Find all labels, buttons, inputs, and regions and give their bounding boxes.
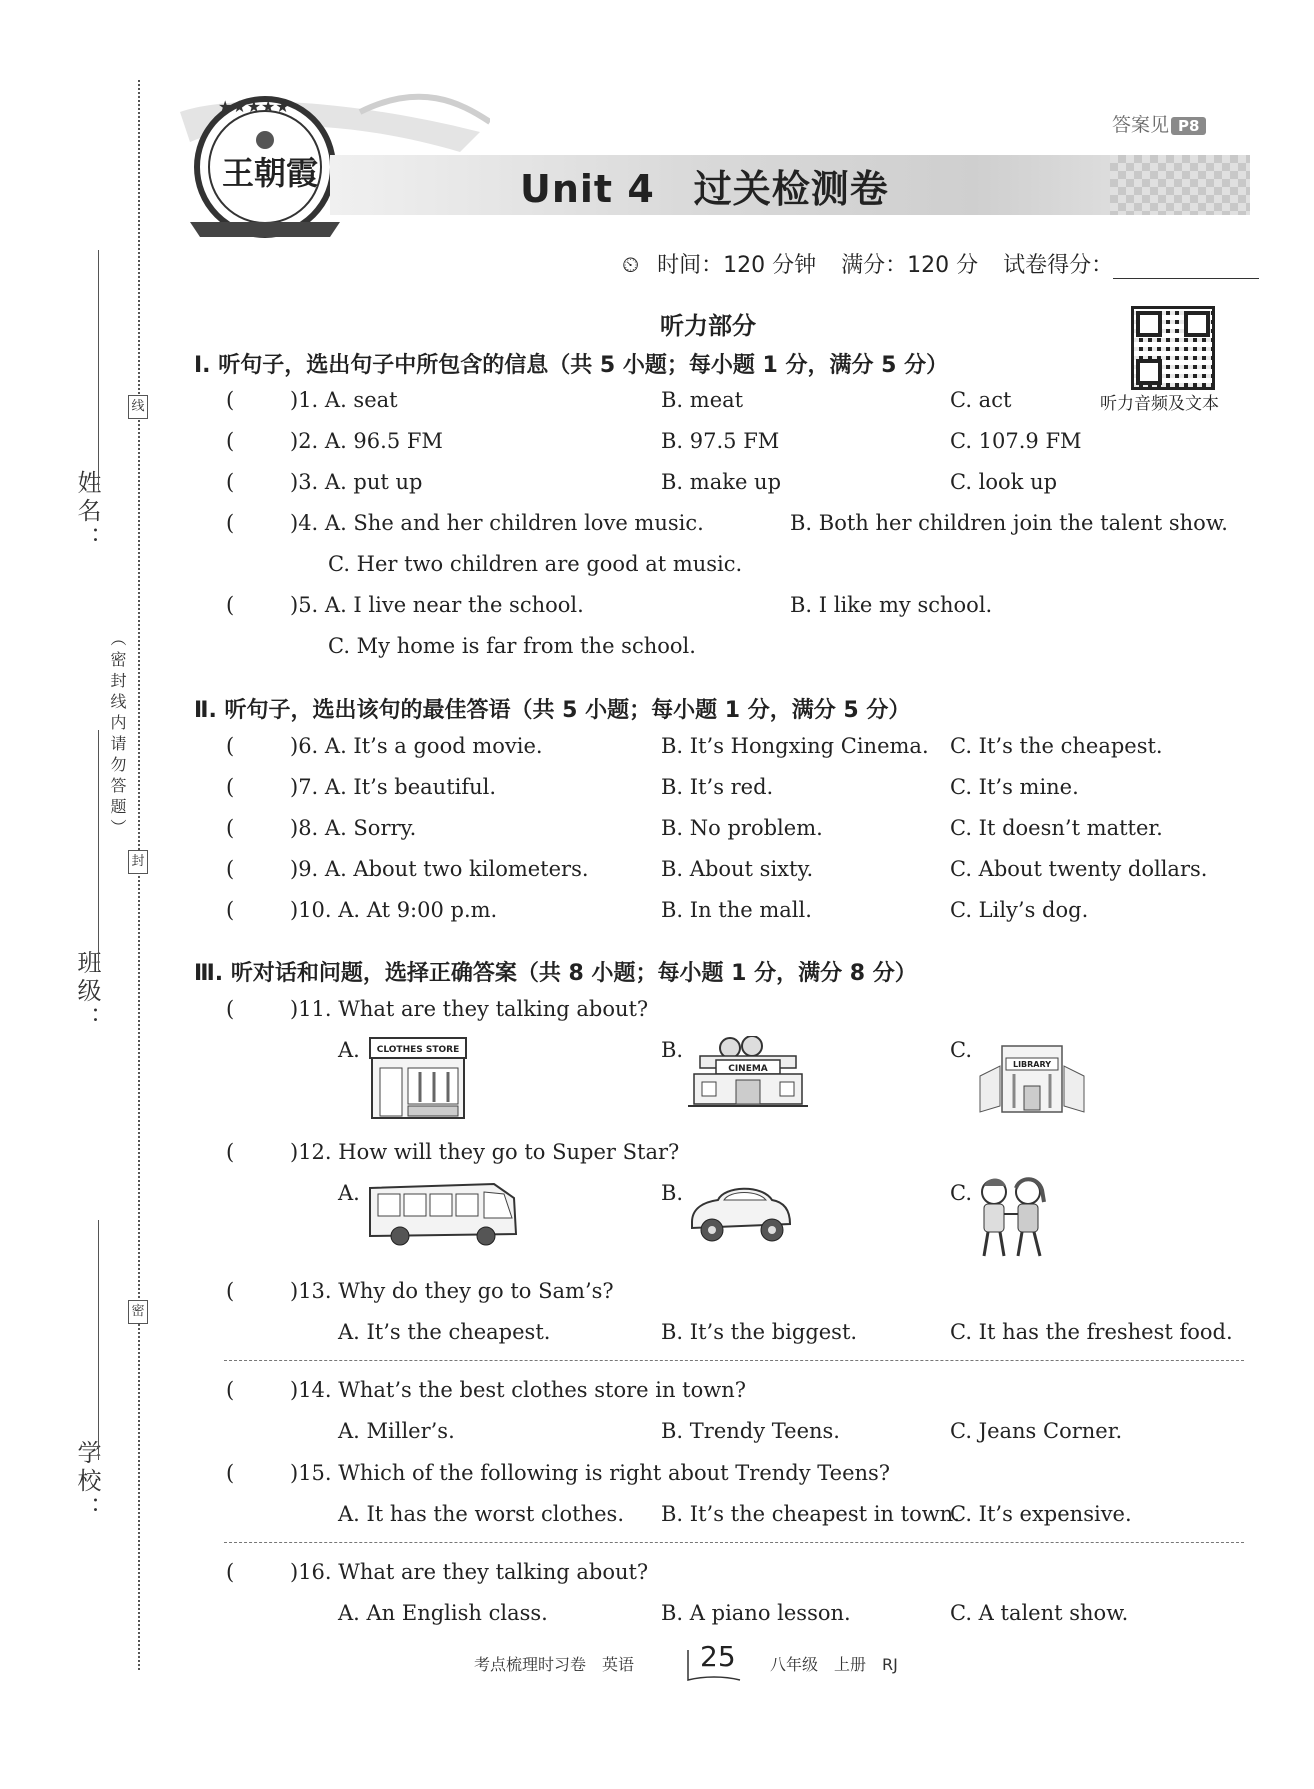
- clock-icon: ⏲: [622, 253, 640, 278]
- name-blank-line[interactable]: [98, 250, 99, 490]
- option-15b: B. It’s the cheapest in town.: [661, 1502, 960, 1526]
- dashed-separator: [224, 1360, 1244, 1361]
- question-11: )11. What are they talking about?: [290, 997, 649, 1021]
- full-score: 满分：120 分: [841, 253, 979, 278]
- question-4: )4. A. She and her children love music.: [290, 511, 704, 535]
- option-8c: C. It doesn’t matter.: [950, 816, 1163, 840]
- logo-name: 王朝霞: [222, 154, 319, 192]
- answer-paren[interactable]: (: [226, 429, 235, 453]
- option-3c: C. look up: [950, 470, 1058, 494]
- question-5: )5. A. I live near the school.: [290, 593, 584, 617]
- school-label: 学校：: [73, 1440, 101, 1524]
- qr-code[interactable]: [1131, 306, 1215, 390]
- footer-left: 考点梳理时习卷 英语: [474, 1655, 635, 1674]
- section-2-heading: Ⅱ. 听句子，选出该句的最佳答语（共 5 小题；每小题 1 分，满分 5 分）: [194, 698, 911, 723]
- question-3: )3. A. put up: [290, 470, 423, 494]
- qr-corner-tl: [1136, 311, 1162, 337]
- option-5c: C. My home is far from the school.: [328, 634, 696, 658]
- option-15c: C. It’s expensive.: [950, 1502, 1132, 1526]
- option-1b: B. meat: [661, 388, 744, 412]
- walking-children-picture[interactable]: [972, 1176, 1052, 1266]
- answer-paren[interactable]: (: [226, 1461, 235, 1485]
- option-13c: C. It has the freshest food.: [950, 1320, 1233, 1344]
- footer-right: 八年级 上册 RJ: [770, 1655, 898, 1674]
- question-8: )8. A. Sorry.: [290, 816, 417, 840]
- listening-part-title: 听力部分: [660, 312, 756, 340]
- answer-paren[interactable]: (: [226, 593, 235, 617]
- score-label: 试卷得分：: [1003, 253, 1114, 278]
- seal-line-mark: 线: [128, 395, 148, 419]
- answer-paren[interactable]: (: [226, 857, 235, 881]
- cinema-sign: CINEMA: [728, 1064, 768, 1074]
- car-picture[interactable]: [684, 1178, 794, 1248]
- question-10: )10. A. At 9:00 p.m.: [290, 898, 498, 922]
- option-16b: B. A piano lesson.: [661, 1601, 851, 1625]
- option-4b: B. Both her children join the talent show.: [790, 511, 1228, 535]
- time-limit: 时间：120 分钟: [657, 253, 817, 278]
- logo-emblem: [256, 131, 274, 149]
- score-blank[interactable]: [1113, 254, 1259, 279]
- answer-paren[interactable]: (: [226, 1279, 235, 1303]
- option-16c: C. A talent show.: [950, 1601, 1129, 1625]
- page-number: 25: [700, 1640, 736, 1673]
- question-13: )13. Why do they go to Sam’s?: [290, 1279, 614, 1303]
- answer-paren[interactable]: (: [226, 1560, 235, 1584]
- binding-dotted-line: [138, 80, 140, 1670]
- answer-paren[interactable]: (: [226, 1378, 235, 1402]
- class-blank-line[interactable]: [98, 730, 99, 970]
- question-1: )1. A. seat: [290, 388, 398, 412]
- option-12b-label: B.: [661, 1181, 684, 1205]
- answer-paren[interactable]: (: [226, 388, 235, 412]
- option-11c-label: C.: [950, 1038, 972, 1062]
- qr-label: 听力音频及文本: [1100, 394, 1219, 414]
- question-6: )6. A. It’s a good movie.: [290, 734, 543, 758]
- exam-info: [622, 248, 1277, 279]
- option-13b: B. It’s the biggest.: [661, 1320, 858, 1344]
- option-10c: C. Lily’s dog.: [950, 898, 1089, 922]
- option-14c: C. Jeans Corner.: [950, 1419, 1123, 1443]
- answer-paren[interactable]: (: [226, 775, 235, 799]
- name-label: 姓名：: [73, 470, 101, 554]
- answer-paren[interactable]: (: [226, 511, 235, 535]
- question-9: )9. A. About two kilometers.: [290, 857, 589, 881]
- clothes-store-picture[interactable]: [362, 1036, 474, 1122]
- option-6c: C. It’s the cheapest.: [950, 734, 1163, 758]
- section-1-heading: Ⅰ. 听句子，选出句子中所包含的信息（共 5 小题；每小题 1 分，满分 5 分）: [194, 353, 949, 378]
- logo-banner: [190, 222, 340, 237]
- answer-paren[interactable]: (: [226, 470, 235, 494]
- bus-picture[interactable]: [364, 1178, 520, 1248]
- qr-corner-bl: [1136, 359, 1162, 385]
- option-2b: B. 97.5 FM: [661, 429, 780, 453]
- answer-paren[interactable]: (: [226, 734, 235, 758]
- answer-reference: [1112, 110, 1206, 137]
- option-7b: B. It’s red.: [661, 775, 774, 799]
- library-picture[interactable]: [972, 1036, 1092, 1116]
- option-10b: B. In the mall.: [661, 898, 812, 922]
- seal-mi-mark: 密: [128, 1300, 148, 1324]
- answer-ref-label: 答案见: [1112, 114, 1170, 136]
- title-banner-checker: [1110, 155, 1250, 215]
- option-12a-label: A.: [338, 1181, 360, 1205]
- qr-corner-tr: [1184, 311, 1210, 337]
- option-11a-label: A.: [338, 1038, 360, 1062]
- seal-feng-mark: 封: [128, 850, 148, 874]
- cinema-picture[interactable]: [688, 1036, 808, 1108]
- option-6b: B. It’s Hongxing Cinema.: [661, 734, 929, 758]
- answer-paren[interactable]: (: [226, 997, 235, 1021]
- option-5b: B. I like my school.: [790, 593, 993, 617]
- option-7c: C. It’s mine.: [950, 775, 1079, 799]
- option-11b-label: B.: [661, 1038, 684, 1062]
- answer-page-badge: P8: [1171, 117, 1206, 135]
- option-9c: C. About twenty dollars.: [950, 857, 1208, 881]
- library-sign: LIBRARY: [1012, 1060, 1052, 1069]
- dashed-separator: [224, 1542, 1244, 1543]
- question-2: )2. A. 96.5 FM: [290, 429, 443, 453]
- option-8b: B. No problem.: [661, 816, 823, 840]
- option-14b: B. Trendy Teens.: [661, 1419, 840, 1443]
- question-14: )14. What’s the best clothes store in town?: [290, 1378, 747, 1402]
- question-12: )12. How will they go to Super Star?: [290, 1140, 680, 1164]
- clothes-store-sign: CLOTHES STORE: [376, 1045, 460, 1055]
- answer-paren[interactable]: (: [226, 816, 235, 840]
- class-label: 班级：: [73, 950, 101, 1034]
- question-7: )7. A. It’s beautiful.: [290, 775, 497, 799]
- option-15a: A. It has the worst clothes.: [338, 1502, 625, 1526]
- section-3-heading: Ⅲ. 听对话和问题，选择正确答案（共 8 小题；每小题 1 分，满分 8 分）: [194, 961, 917, 986]
- option-2c: C. 107.9 FM: [950, 429, 1082, 453]
- option-3b: B. make up: [661, 470, 782, 494]
- option-4c: C. Her two children are good at music.: [328, 552, 743, 576]
- school-blank-line[interactable]: [98, 1220, 99, 1460]
- seal-warning: （密封线内请勿答题）: [108, 630, 127, 840]
- option-16a: A. An English class.: [338, 1601, 548, 1625]
- logo-stars: ★★★★★: [218, 97, 290, 116]
- question-16: )16. What are they talking about?: [290, 1560, 649, 1584]
- option-13a: A. It’s the cheapest.: [338, 1320, 551, 1344]
- option-1c: C. act: [950, 388, 1012, 412]
- page-title: Unit 4 过关检测卷: [520, 167, 889, 211]
- answer-paren[interactable]: (: [226, 898, 235, 922]
- option-14a: A. Miller’s.: [338, 1419, 455, 1443]
- question-15: )15. Which of the following is right about Trendy Teens?: [290, 1461, 891, 1485]
- option-12c-label: C.: [950, 1181, 972, 1205]
- answer-paren[interactable]: (: [226, 1140, 235, 1164]
- option-9b: B. About sixty.: [661, 857, 814, 881]
